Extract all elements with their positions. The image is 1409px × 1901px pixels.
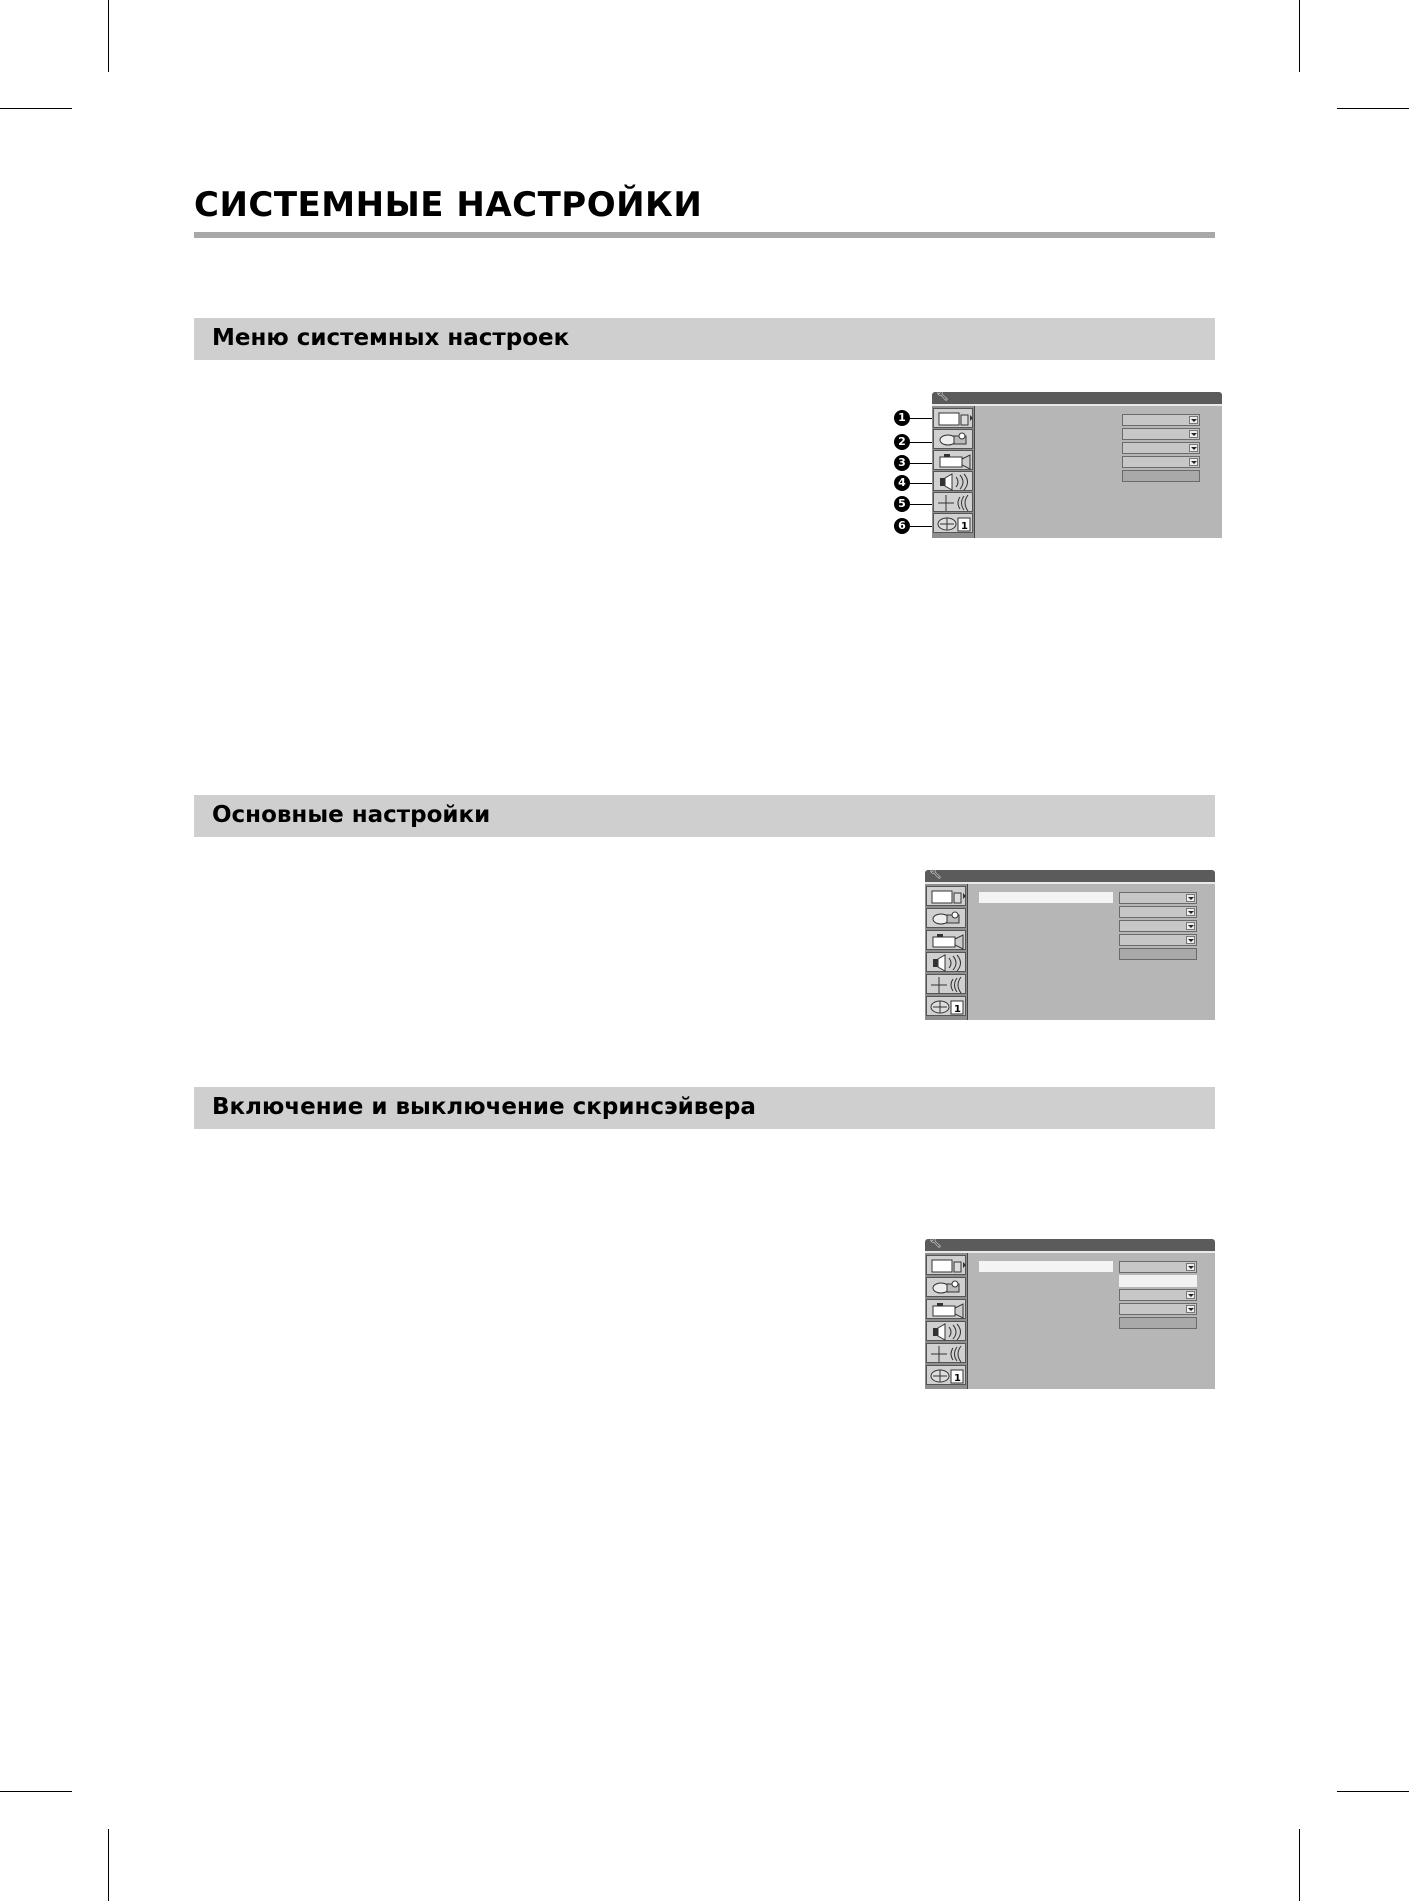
wrench-icon: 🔧︎: [929, 869, 942, 880]
callout-2: 2: [894, 434, 910, 450]
page-title: СИСТЕМНЫЕ НАСТРОЙКИ: [194, 185, 703, 225]
menu-tab-column: [925, 1253, 968, 1389]
callout-5: 5: [894, 496, 910, 512]
menu-body: [925, 1251, 1215, 1389]
section-heading-text: Меню системных настроек: [212, 325, 570, 351]
dropdown-arrow-icon: [1189, 416, 1198, 424]
section-heading-screensaver: [194, 1087, 1215, 1129]
callout-leader: [910, 463, 932, 464]
dropdown-field: [1122, 442, 1200, 454]
basic-settings-screenshot: [925, 870, 1215, 1020]
dropdown-arrow-icon: [1186, 922, 1195, 930]
dropdown-field: [1119, 934, 1197, 946]
callout-leader: [910, 483, 932, 484]
language-tab-number: 1: [961, 521, 968, 532]
dropdown-arrow-icon: [1186, 936, 1195, 944]
menu-titlebar: [925, 1239, 1215, 1251]
callout-leader: [910, 442, 932, 443]
antenna-icon: [926, 1343, 966, 1363]
language-tab-number: 1: [954, 1004, 961, 1015]
dropdown-arrow-icon: [1189, 430, 1198, 438]
dropdown-field: [1119, 1303, 1197, 1315]
callout-4: 4: [894, 475, 910, 491]
section-heading-basic-settings: [194, 795, 1215, 837]
language-icon: [926, 1365, 966, 1385]
crop-mark-top-right: [1299, 0, 1300, 72]
dropdown-field: [1119, 920, 1197, 932]
section-heading-text: Основные настройки: [212, 802, 491, 828]
dropdown-arrow-icon: [1186, 908, 1195, 916]
button-field: [1119, 948, 1197, 960]
section-heading-text: Включение и выключение скринсэйвера: [212, 1094, 756, 1120]
camera-icon: [926, 908, 966, 928]
crop-mark-top-left: [108, 0, 109, 72]
crop-mark-top-left-h: [0, 108, 72, 109]
video-camera-icon: [926, 930, 966, 950]
callout-1: 1: [894, 410, 910, 426]
title-rule: [194, 232, 1215, 238]
section-heading-system-menu: [194, 318, 1215, 360]
dropdown-field: [1122, 456, 1200, 468]
button-field: [1119, 1317, 1197, 1329]
menu-tab-column: [925, 884, 968, 1020]
speaker-icon: [926, 952, 966, 972]
video-camera-icon: [926, 1299, 966, 1319]
callout-leader: [910, 526, 932, 527]
dropdown-field: [1119, 1289, 1197, 1301]
dropdown-arrow-icon: [1186, 894, 1195, 902]
system-menu-screenshot: [932, 392, 1222, 538]
dropdown-field: [1119, 906, 1197, 918]
language-icon: [926, 996, 966, 1016]
antenna-icon: [926, 974, 966, 994]
crop-mark-bottom-right: [1299, 1829, 1300, 1901]
antenna-icon: [933, 492, 973, 512]
button-field: [1122, 470, 1200, 482]
monitor-icon: [926, 1255, 966, 1275]
screensaver-screenshot: [925, 1239, 1215, 1389]
crop-mark-top-right-h: [1337, 108, 1409, 109]
menu-titlebar: [925, 870, 1215, 882]
dropdown-field: [1119, 1261, 1197, 1273]
camera-icon: [933, 429, 973, 449]
speaker-icon: [926, 1321, 966, 1341]
selected-row-highlight: [979, 892, 1113, 903]
dropdown-arrow-icon: [1189, 444, 1198, 452]
monitor-icon: [933, 408, 973, 428]
language-tab-number: 1: [954, 1373, 961, 1384]
callout-3: 3: [894, 455, 910, 471]
crop-mark-bottom-left-h: [0, 1791, 72, 1792]
menu-body: [925, 882, 1215, 1020]
wrench-icon: 🔧︎: [929, 1238, 942, 1249]
video-camera-icon: [933, 450, 973, 470]
dropdown-arrow-icon: [1186, 1263, 1195, 1271]
language-icon: [933, 513, 973, 533]
dropdown-arrow-icon: [1186, 1305, 1195, 1313]
crop-mark-bottom-left: [108, 1829, 109, 1901]
dropdown-field: [1119, 892, 1197, 904]
dropdown-field: [1122, 428, 1200, 440]
dropdown-arrow-icon: [1189, 458, 1198, 466]
callout-leader: [910, 504, 932, 505]
menu-titlebar: [932, 392, 1222, 404]
dropdown-open-field: [1119, 1275, 1197, 1287]
selected-row-highlight: [979, 1261, 1113, 1272]
speaker-icon: [933, 471, 973, 491]
wrench-icon: 🔧︎: [936, 391, 949, 402]
callout-leader: [910, 418, 932, 419]
monitor-icon: [926, 886, 966, 906]
crop-mark-bottom-right-h: [1337, 1791, 1409, 1792]
callout-6: 6: [894, 518, 910, 534]
dropdown-arrow-icon: [1186, 1291, 1195, 1299]
camera-icon: [926, 1277, 966, 1297]
menu-body: [932, 404, 1222, 538]
dropdown-field: [1122, 414, 1200, 426]
menu-tab-column: [932, 406, 975, 538]
